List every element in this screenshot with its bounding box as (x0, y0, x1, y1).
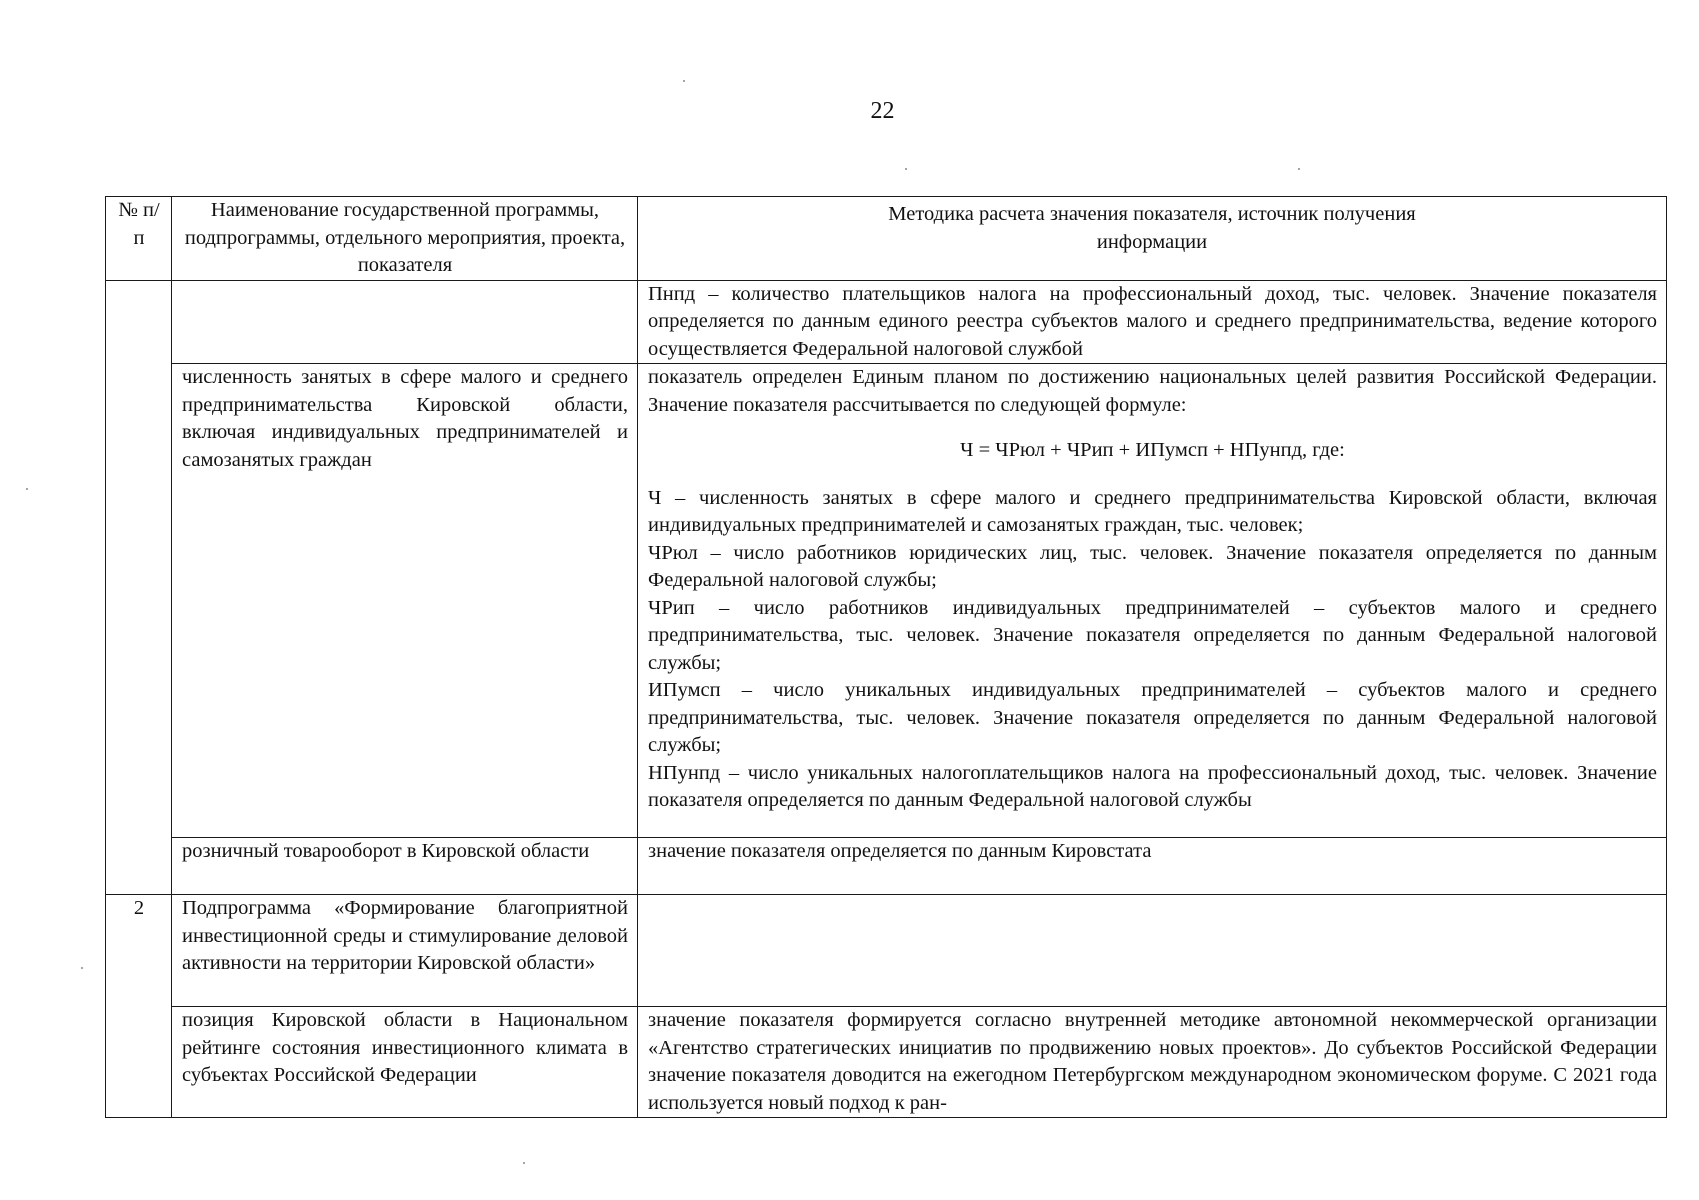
scan-speck (1298, 168, 1300, 170)
definition-item: ЧРип – число работников индивидуальных предпринимателей – субъектов малого и среднего предпринимательства, тыс. человек. Значение показателя определяется по данным Федеральной налоговой службы; (648, 596, 1657, 674)
indicator-name (172, 280, 638, 364)
row-number: 2 (106, 895, 172, 1118)
header-number: № п/п (106, 197, 172, 281)
method-intro: показатель определен Единым планом по достижению национальных целей развития Российской Федерации. Значение показателя рассчитывается по следующей формуле: (648, 366, 1657, 416)
table-row (106, 895, 1667, 1007)
indicator-method (638, 895, 1667, 1007)
row-number (106, 280, 172, 895)
table-header-row (106, 197, 1667, 281)
scan-speck (905, 168, 907, 170)
definition-item: НПунпд – число уникальных налогоплательщиков налога на профессиональный доход, тыс. человек. Значение показателя определяется по данным Федеральной налоговой службы (648, 761, 1657, 811)
indicator-name: розничный товарооборот в Кировской области (172, 838, 638, 895)
header-name: Наименование государственной программы, подпрограммы, отдельного мероприятия, проекта, показателя (172, 197, 638, 281)
scan-speck (81, 967, 83, 969)
indicator-method: значение показателя формируется согласно внутренней методике автономной некоммерческой организации «Агентство стратегических инициатив по продвижению новых проектов». До субъектов Российской Федерации значение показателя доводится на ежегодном Петербургском международном экономическом форуме. С 2021 года используется новый подход к ран- (638, 1007, 1667, 1118)
indicator-method: значение показателя определяется по данным Кировстата (638, 838, 1667, 895)
definition-item: ИПумсп – число уникальных индивидуальных предпринимателей – субъектов малого и среднего предпринимательства, тыс. человек. Значение показателя определяется по данным Федеральной налоговой службы; (648, 679, 1657, 756)
scan-speck (26, 488, 28, 490)
scan-speck (523, 1162, 525, 1164)
indicator-name: позиция Кировской области в Национальном рейтинге состояния инвестиционного климата в субъектах Российской Федерации (172, 1007, 638, 1118)
definition-item: ЧРюл – число работников юридических лиц, тыс. человек. Значение показателя определяется по данным Федеральной налоговой службы; (648, 541, 1657, 591)
table-row (106, 1007, 1667, 1118)
formula: Ч = ЧРюл + ЧРип + ИПумсп + НПунпд, где: (960, 439, 1345, 461)
methodology-table (105, 196, 1667, 1118)
header-method: Методика расчета значения показателя, источник получения информации (638, 197, 1667, 281)
table-row (106, 364, 1667, 838)
scan-speck (683, 80, 685, 82)
table-row (106, 280, 1667, 364)
definition-item: Ч – численность занятых в сфере малого и среднего предпринимательства Кировской области, включая индивидуальных предпринимателей и самозанятых граждан, тыс. человек; (648, 486, 1657, 536)
indicator-name: численность занятых в сфере малого и среднего предпринимательства Кировской области, включая индивидуальных предпринимателей и самозанятых граждан (172, 364, 638, 838)
indicator-method (638, 364, 1667, 838)
indicator-method: Пнпд – количество плательщиков налога на профессиональный доход, тыс. человек. Значение показателя определяется по данным единого реестра субъектов малого и среднего предпринимательства, ведение которого осуществляется Федеральной налоговой службой (638, 280, 1667, 364)
page-number: 22 (870, 98, 895, 124)
table-row (106, 838, 1667, 895)
subprogram-name: Подпрограмма «Формирование благоприятной инвестиционной среды и стимулирование деловой активности на территории Кировской области» (172, 895, 638, 1007)
